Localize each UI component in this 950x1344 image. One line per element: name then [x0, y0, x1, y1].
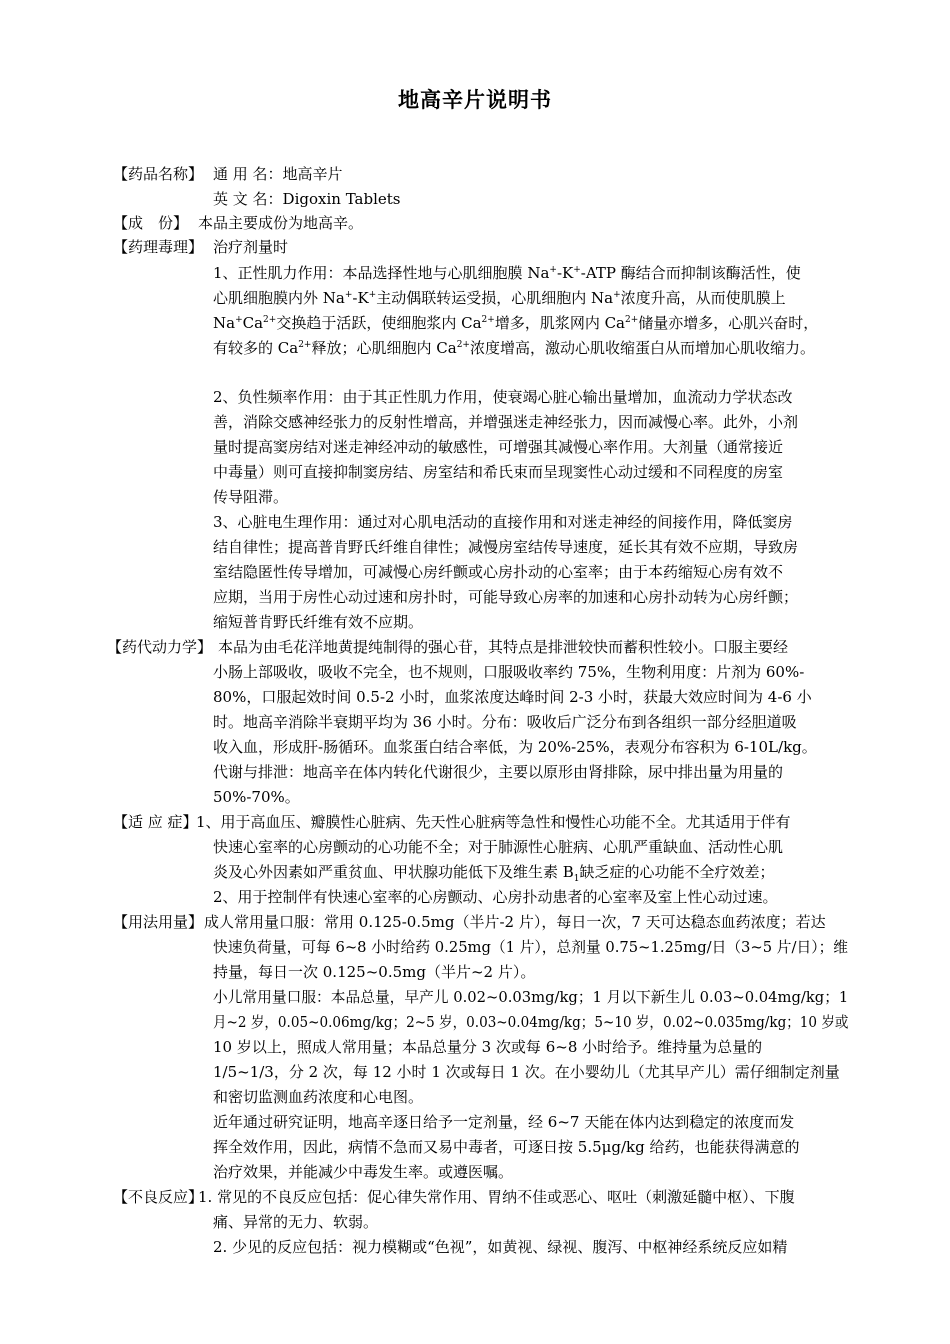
dosage-child-line: 和密切监测血药浓度和心电图。	[213, 1088, 424, 1106]
section-label-pharmacology: 【药理毒理】	[113, 238, 204, 256]
adverse-line: 痛、异常的无力、软弱。	[213, 1213, 379, 1231]
dosage-child-line: 1/5~1/3，分 2 次，每 12 小时 1 次或每日 1 次。在小婴幼儿（尤其早产儿）需仔细制定剂量	[213, 1063, 840, 1081]
adverse-line: 2. 少见的反应包括：视力模糊或“色视”，如黄视、绿视、腹泻、中枢神经系统反应如精	[213, 1238, 788, 1256]
pharmacology-p2-line: 中毒量）则可直接抑制窦房结、房室结和希氏束而呈现窦性心动过缓和不同程度的房室	[213, 463, 784, 481]
pharmacology-p2-line: 量时提高窦房结对迷走神经冲动的敏感性，可增强其减慢心率作用。大剂量（通常接近	[213, 438, 784, 456]
pharmacology-p1-line: 1、正性肌力作用：本品选择性地与心肌细胞膜 Na+-K+-ATP 酶结合而抑制该酶活性，使	[213, 264, 801, 282]
pharmacokinetics-line: 代谢与排泄：地高辛在体内转化代谢很少，主要以原形由肾排除，尿中排出量为用量的	[213, 763, 784, 781]
pharmacology-p2-line: 2、负性频率作用：由于其正性肌力作用，使衰竭心脏心输出量增加，血流动力学状态改	[213, 388, 793, 406]
pharmacokinetics-line: 收入血，形成肝-肠循环。血浆蛋白结合率低，为 20%-25%，表观分布容积为 6-10L/kg。	[213, 738, 817, 756]
section-label-name: 【药品名称】	[113, 165, 204, 183]
pharmacology-p3-line: 室结隐匿性传导增加，可减慢心房纤颤或心房扑动的心室率；由于本药缩短心房有效不	[213, 563, 784, 581]
english-name-value: Digoxin Tablets	[282, 190, 401, 208]
pharmacokinetics-line: 时。地高辛消除半衰期平均为 36 小时。分布：吸收后广泛分布到各组织一部分经胆道吸	[213, 713, 797, 731]
pharmacokinetics-line: 小肠上部吸收，吸收不完全，也不规则，口服吸收率约 75%，生物利用度：片剂为 60%-	[213, 663, 805, 681]
pharmacology-p1-line: 心肌细胞膜内外 Na+-K+主动偶联转运受损，心肌细胞内 Na+浓度升高，从而使肌膜上	[213, 289, 786, 307]
english-name-label: 英 文 名：	[213, 190, 283, 208]
pharmacokinetics-line: 50%-70%。	[213, 788, 300, 806]
pharmacology-p3-line: 3、心脏电生理作用：通过对心肌电活动的直接作用和对迷走神经的间接作用，降低窦房	[213, 513, 793, 531]
pharmacology-intro: 治疗剂量时	[213, 238, 289, 256]
dosage-child-line: 10 岁以上，照成人常用量；本品总量分 3 次或每 6~8 小时给予。维持量为总量的	[213, 1038, 763, 1056]
pharmacology-p1-line: 有较多的 $Ca^{2+}$释放；心肌细胞内 $Ca^{2+}$浓度增高，激动心肌收缩蛋白从而增加心肌收缩力。	[213, 339, 815, 357]
pharmacology-p3-line: 缩短普肯野氏纤维有效不应期。	[213, 613, 424, 631]
section-label-pharmacokinetics: 【药代动力学】	[107, 638, 213, 656]
document-title: 地高辛片说明书	[398, 87, 552, 112]
adverse-line: 1. 常见的不良反应包括：促心律失常作用、胃纳不佳或恶心、呕吐（刺激延髓中枢）、下腹	[198, 1188, 795, 1206]
common-name-row	[213, 163, 343, 185]
section-label-composition: 【成 份】	[113, 214, 189, 232]
composition-text: 本品主要成份为地高辛。	[198, 214, 364, 232]
dosage-research-line: 挥全效作用，因此，病情不急而又易中毒者，可逐日按 5.5μg/kg 给药，也能获得满意的	[213, 1138, 800, 1156]
pharmacology-p2-line: 善，消除交感神经张力的反射性增高，并增强迷走神经张力，因而减慢心率。此外，小剂	[213, 413, 799, 431]
section-label-adverse: 【不良反应】	[113, 1188, 204, 1206]
indications-line: 2、用于控制伴有快速心室率的心房颤动、心房扑动患者的心室率及室上性心动过速。	[213, 888, 778, 906]
pharmacology-p2-line: 传导阻滞。	[213, 488, 289, 506]
indications-line: 1、用于高血压、瓣膜性心脏病、先天性心脏病等急性和慢性心功能不全。尤其适用于伴有	[196, 813, 791, 831]
section-label-indications: 【适 应 症】	[113, 813, 198, 831]
dosage-research-line: 治疗效果，并能减少中毒发生率。或遵医嘱。	[213, 1163, 514, 1181]
dosage-child-line: 月~2 岁，0.05~0.06mg/kg；2~5 岁，0.03~0.04mg/kg；5~10 岁，0.02~0.035mg/kg；10 岁或	[213, 1013, 849, 1031]
pharmacology-p3-line: 应期，当用于房性心动过速和房扑时，可能导致心房率的加速和心房扑动转为心房纤颤；	[213, 588, 799, 606]
dosage-adult-line: 持量，每日一次 0.125~0.5mg（半片~2 片）。	[213, 963, 536, 981]
pharmacokinetics-line: 80%，口服起效时间 0.5-2 小时，血浆浓度达峰时间 2-3 小时，获最大效应时间为 4-6 小	[213, 688, 812, 706]
dosage-child-line: 小儿常用量口服：本品总量，早产儿 0.02~0.03mg/kg；1 月以下新生儿 0.03~0.04mg/kg；1	[213, 988, 849, 1006]
indications-line: 炎及心外因素如严重贫血、甲状腺功能低下及维生素 $B_1$缺乏症的心功能不全疗效差；	[213, 863, 775, 884]
indications-line: 快速心室率的心房颤动的心功能不全；对于肺源性心脏病、心肌严重缺血、活动性心肌	[213, 838, 784, 856]
common-name-value: 地高辛片	[282, 165, 343, 183]
english-name-row	[213, 188, 400, 210]
dosage-adult-line: 快速负荷量，可每 6~8 小时给药 0.25mg（1 片），总剂量 0.75~1.25mg/日（3~5 片/日）；维	[213, 938, 849, 956]
section-label-dosage: 【用法用量】	[113, 913, 204, 931]
common-name-label: 通 用 名：	[213, 165, 283, 183]
dosage-research-line: 近年通过研究证明，地高辛逐日给予一定剂量，经 6~7 天能在体内达到稳定的浓度而发	[213, 1113, 795, 1131]
pharmacology-p1-line: $Na^+Ca^{2+}$交换趋于活跃，使细胞浆内 $Ca^{2+}$增多，肌浆网内 $Ca^{2+}$储量亦增多，心肌兴奋时，	[213, 314, 819, 332]
pharmacokinetics-line: 本品为由毛花洋地黄提纯制得的强心苷，其特点是排泄较快而蓄积性较小。口服主要经	[218, 638, 789, 656]
pharmacology-p3-line: 结自律性；提高普肯野氏纤维自律性；减慢房室结传导速度，延长其有效不应期，导致房	[213, 538, 799, 556]
dosage-adult-line: 成人常用量口服：常用 0.125-0.5mg（半片-2 片），每日一次，7 天可达稳态血药浓度；若达	[204, 913, 826, 931]
